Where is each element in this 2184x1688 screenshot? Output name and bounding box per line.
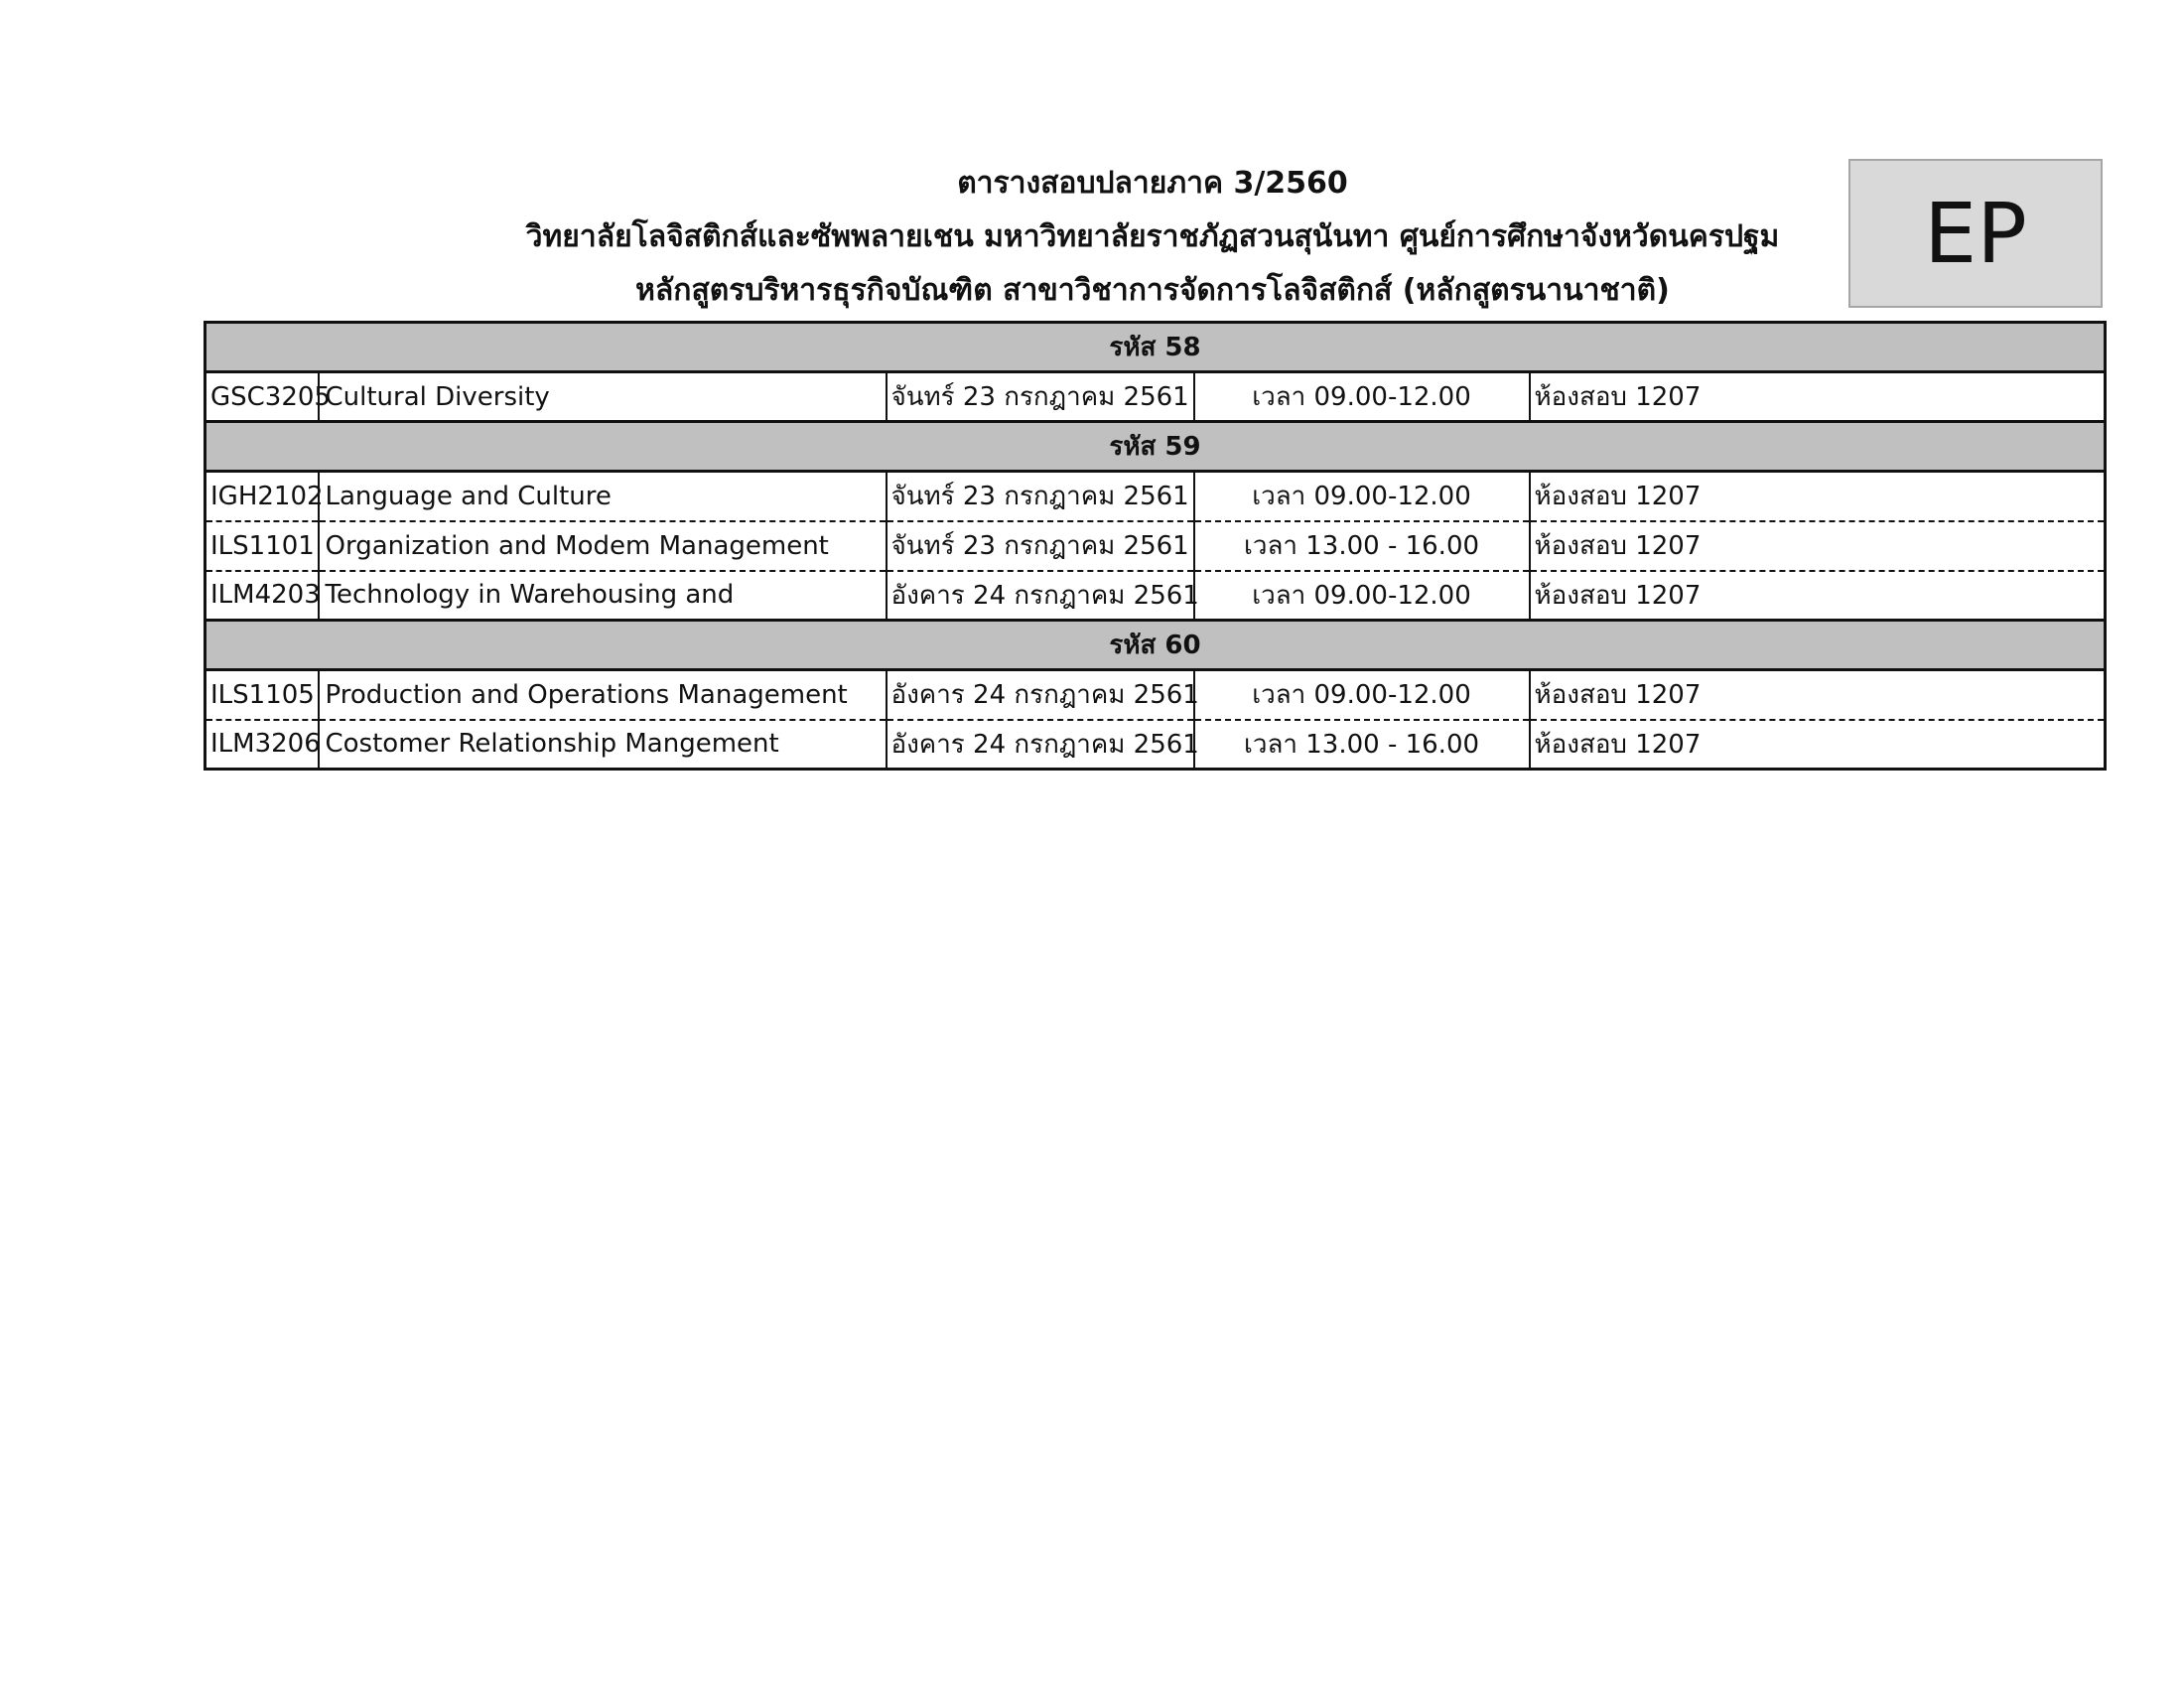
group-header-row (205, 323, 2106, 372)
exam-room: ห้องสอบ 1207 (1530, 372, 2106, 422)
exam-date: อังคาร 24 กรกฎาคม 2561 (887, 720, 1194, 770)
group-label: รหัส 60 (205, 621, 2106, 670)
course-name: Costomer Relationship Mangement (319, 720, 887, 770)
table-row (205, 372, 2106, 422)
course-name: Technology in Warehousing and (319, 571, 887, 621)
group-header-row (205, 422, 2106, 472)
course-code: ILM3206 (205, 720, 319, 770)
course-code: GSC3205 (205, 372, 319, 422)
group-label: รหัส 59 (205, 422, 2106, 472)
exam-time: เวลา 09.00-12.00 (1194, 372, 1530, 422)
course-code: ILM4203 (205, 571, 319, 621)
exam-date: จันทร์ 23 กรกฎาคม 2561 (887, 472, 1194, 521)
course-code: IGH2102 (205, 472, 319, 521)
program-name: หลักสูตรบริหารธุรกิจบัณฑิต สาขาวิชาการจัดการโลจิสติกส์ (หลักสูตรนานาชาติ) (635, 273, 1670, 308)
course-code: ILS1105 (205, 670, 319, 720)
course-name: Cultural Diversity (319, 372, 887, 422)
course-name: Language and Culture (319, 472, 887, 521)
exam-date: จันทร์ 23 กรกฎาคม 2561 (887, 521, 1194, 571)
exam-schedule-table (204, 321, 2107, 771)
institution-name: วิทยาลัยโลจิสติกส์และซัพพลายเชน มหาวิทยาลัยราชภัฏสวนสุนันทา ศูนย์การศึกษาจังหวัดนครปฐม (525, 219, 1780, 254)
course-code: ILS1101 (205, 521, 319, 571)
exam-date: จันทร์ 23 กรกฎาคม 2561 (887, 372, 1194, 422)
table-row (205, 521, 2106, 571)
exam-room: ห้องสอบ 1207 (1530, 571, 2106, 621)
exam-room: ห้องสอบ 1207 (1530, 670, 2106, 720)
table-row (205, 571, 2106, 621)
exam-date: อังคาร 24 กรกฎาคม 2561 (887, 571, 1194, 621)
group-header-row (205, 621, 2106, 670)
ep-badge: EP (1848, 159, 2103, 308)
exam-schedule-title: ตารางสอบปลายภาค 3/2560 (957, 166, 1348, 201)
exam-time: เวลา 13.00 - 16.00 (1194, 521, 1530, 571)
exam-room: ห้องสอบ 1207 (1530, 472, 2106, 521)
exam-time: เวลา 09.00-12.00 (1194, 472, 1530, 521)
group-label: รหัส 58 (205, 323, 2106, 372)
document-header (204, 157, 2102, 318)
exam-room: ห้องสอบ 1207 (1530, 521, 2106, 571)
exam-time: เวลา 09.00-12.00 (1194, 670, 1530, 720)
table-row (205, 670, 2106, 720)
course-name: Production and Operations Management (319, 670, 887, 720)
exam-room: ห้องสอบ 1207 (1530, 720, 2106, 770)
exam-time: เวลา 13.00 - 16.00 (1194, 720, 1530, 770)
table-row (205, 720, 2106, 770)
course-name: Organization and Modem Management (319, 521, 887, 571)
exam-time: เวลา 09.00-12.00 (1194, 571, 1530, 621)
exam-date: อังคาร 24 กรกฎาคม 2561 (887, 670, 1194, 720)
table-row (205, 472, 2106, 521)
